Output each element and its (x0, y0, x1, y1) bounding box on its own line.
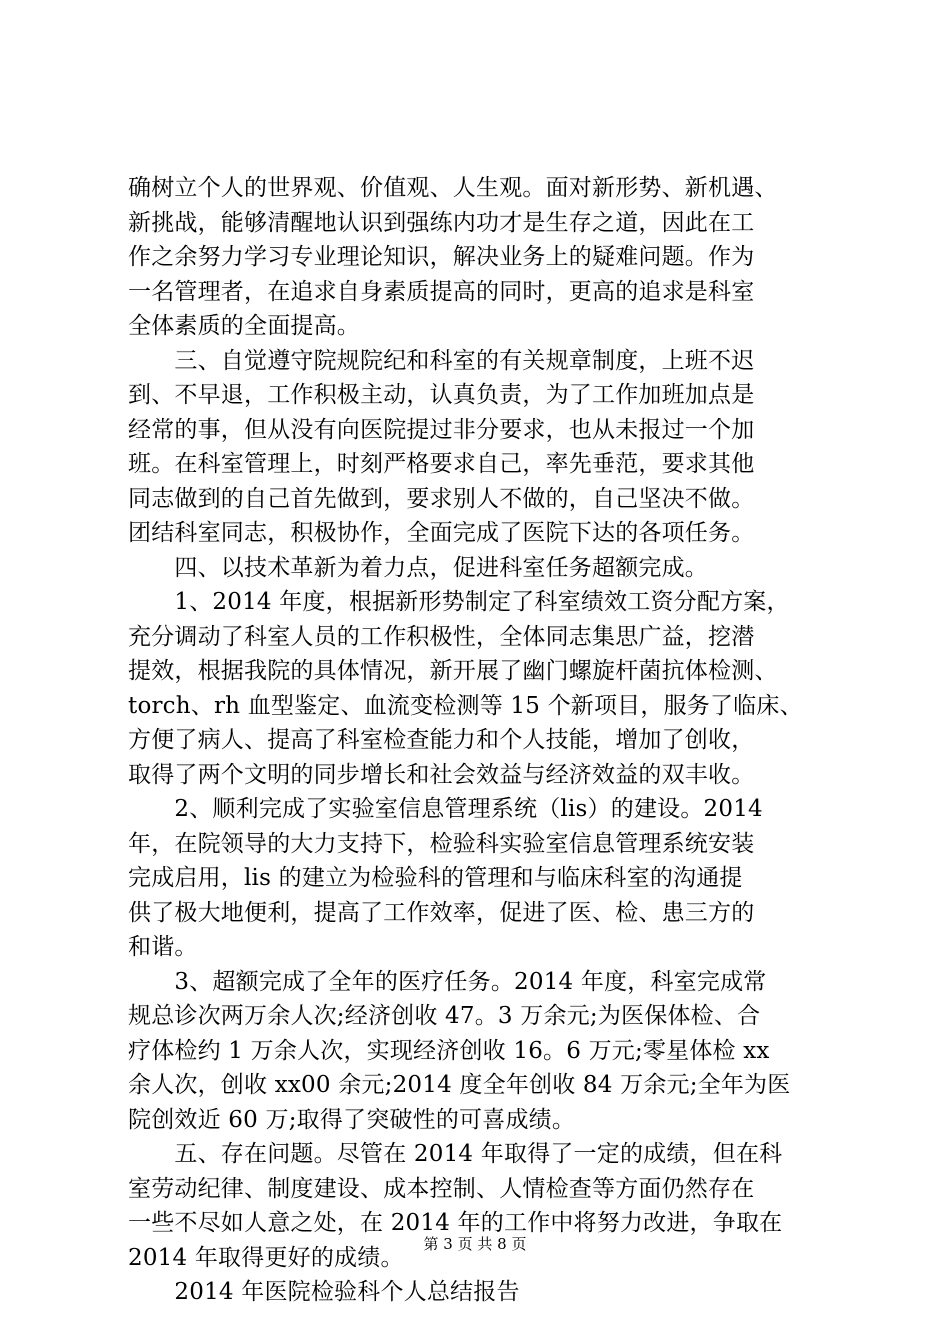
text-line: 2014 年取得更好的成绩。 (128, 1244, 404, 1271)
document-subtitle-line: 2014 年医院检验科个人总结报告 (128, 1279, 520, 1305)
text-line: 年，在院领导的大力支持下，检验科实验室信息管理系统安装 (128, 830, 755, 857)
text-line: 新挑战，能够清醒地认识到强练内功才是生存之道，因此在工 (128, 209, 755, 236)
text-line: 确树立个人的世界观、价值观、人生观。面对新形势、新机遇、 (128, 175, 778, 201)
text-line: 到、不早退，工作积极主动，认真负责，为了工作加班加点是 (128, 382, 755, 408)
text-line: 室劳动纪律、制度建设、成本控制、人情检查等方面仍然存在 (128, 1175, 755, 1202)
text-line: 四、以技术革新为着力点，促进科室任务超额完成。 (128, 554, 708, 581)
text-line: 作之余努力学习专业理论知识，解决业务上的疑难问题。作为 (128, 244, 755, 270)
text-line: 同志做到的自己首先做到，要求别人不做的，自己坚决不做。 (128, 485, 755, 512)
text-line: 五、存在问题。尽管在 2014 年取得了一定的成绩，但在科 (128, 1141, 783, 1167)
text-line: 取得了两个文明的同步增长和社会效益与经济效益的双丰收。 (128, 761, 755, 788)
text-line: 提效，根据我院的具体情况，新开展了幽门螺旋杆菌抗体检测、 (128, 658, 778, 684)
text-line: 全体素质的全面提高。 (128, 313, 360, 339)
text-line: 和谐。 (128, 934, 198, 960)
text-line: 团结科室同志，积极协作，全面完成了医院下达的各项任务。 (128, 520, 755, 546)
text-line: 供了极大地便利，提高了工作效率，促进了医、检、患三方的 (128, 899, 755, 926)
text-line: 经常的事，但从没有向医院提过非分要求，也从未报过一个加 (128, 416, 755, 443)
text-line: 完成启用，lis 的建立为检验科的管理和与临床科室的沟通提 (128, 865, 743, 891)
text-line: 3、超额完成了全年的医疗任务。2014 年度，科室完成常 (128, 968, 767, 995)
text-line: torch、rh 血型鉴定、血流变检测等 15 个新项目，服务了临床、 (128, 692, 803, 719)
page-number-footer: 第 3 页 共 8 页 (423, 1235, 527, 1253)
text-line: 一些不尽如人意之处，在 2014 年的工作中将努力改进，争取在 (128, 1210, 783, 1236)
text-line: 1、2014 年度，根据新形势制定了科室绩效工资分配方案， (128, 589, 790, 615)
text-line: 2、顺利完成了实验室信息管理系统（lis）的建设。2014 (128, 796, 763, 822)
text-line: 三、自觉遵守院规院纪和科室的有关规章制度，上班不迟 (128, 347, 755, 374)
text-line: 院创效近 60 万;取得了突破性的可喜成绩。 (128, 1106, 576, 1133)
text-line: 充分调动了科室人员的工作积极性，全体同志集思广益，挖潜 (128, 623, 755, 650)
text-line: 规总诊次两万余人次;经济创收 47。3 万余元;为医保体检、合 (128, 1003, 761, 1029)
document-body (128, 171, 833, 1310)
text-line: 班。在科室管理上，时刻严格要求自己，率先垂范，要求其他 (128, 451, 755, 477)
text-line: 一名管理者，在追求自身素质提高的同时，更高的追求是科室 (128, 278, 755, 305)
text-line: 方便了病人、提高了科室检查能力和个人技能，增加了创收， (128, 727, 755, 753)
text-line: 余人次，创收 xx00 余元;2014 度全年创收 84 万余元;全年为医 (128, 1072, 791, 1098)
text-line: 疗体检约 1 万余人次，实现经济创收 16。6 万元;零星体检 xx (128, 1037, 770, 1064)
